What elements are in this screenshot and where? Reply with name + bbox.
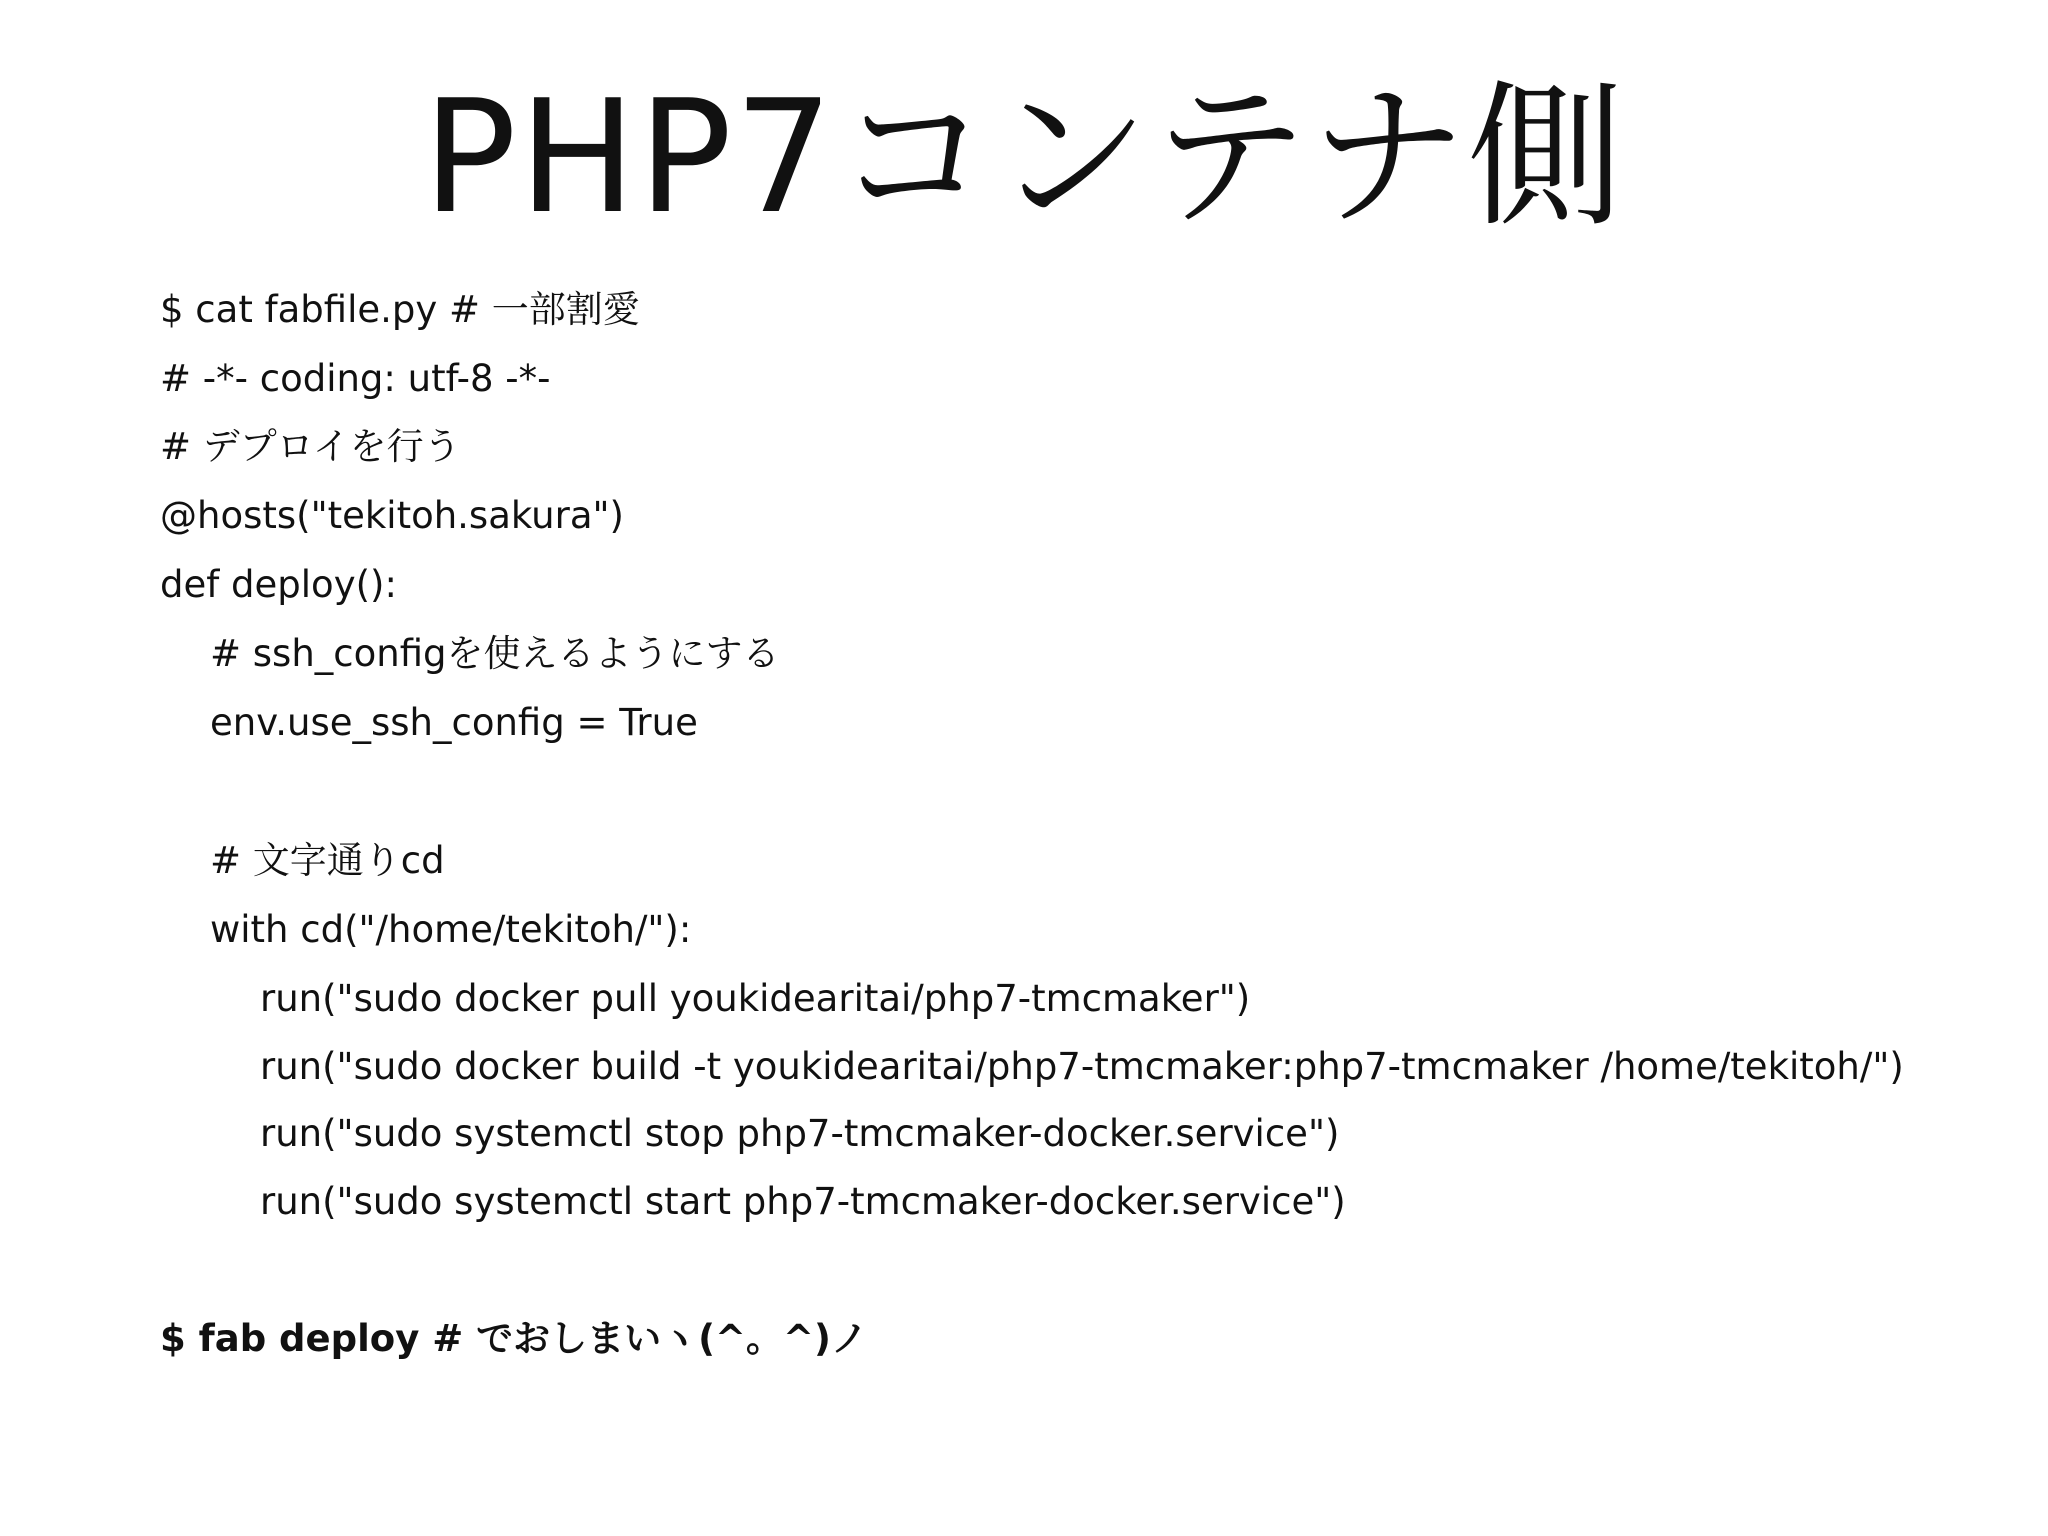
code-line: $ cat fabfile.py # 一部割愛 xyxy=(160,288,640,331)
code-line: # ssh_configを使えるようにする xyxy=(210,632,780,675)
code-line: @hosts("tekitoh.sakura") xyxy=(160,494,624,537)
code-line: # デプロイを行う xyxy=(160,425,461,468)
code-block xyxy=(160,0,2020,1536)
code-line: run("sudo docker build -t youkidearitai/php7-tmcmaker:php7-tmcmaker /home/tekitoh/") xyxy=(260,1045,1904,1088)
code-line: run("sudo docker pull youkidearitai/php7-tmcmaker") xyxy=(260,977,1251,1020)
code-line: def deploy(): xyxy=(160,563,397,606)
code-line: run("sudo systemctl start php7-tmcmaker-docker.service") xyxy=(260,1180,1346,1223)
code-line: # 文字通りcd xyxy=(210,839,445,882)
code-line: with cd("/home/tekitoh/"): xyxy=(210,908,692,951)
slide-title: PHP7コンテナ側 xyxy=(422,66,1626,248)
code-line: env.use_ssh_config = True xyxy=(210,701,698,744)
final-command: $ fab deploy # でおしまいヽ(^。^)ノ xyxy=(160,1317,868,1360)
code-line: run("sudo systemctl stop php7-tmcmaker-docker.service") xyxy=(260,1112,1340,1155)
code-line: # -*- coding: utf-8 -*- xyxy=(160,357,551,400)
